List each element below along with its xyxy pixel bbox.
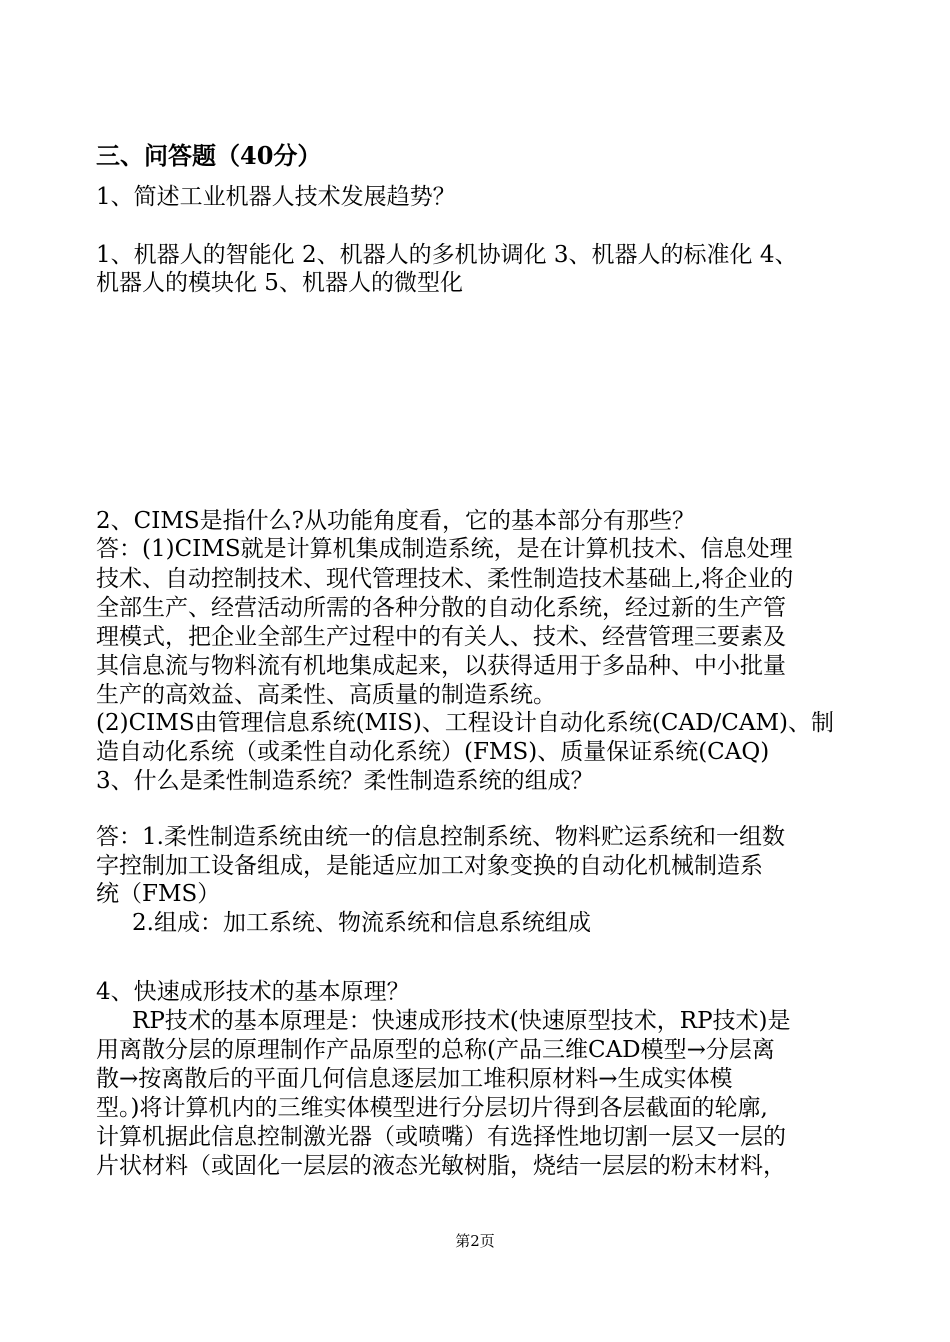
answer-4-line-2: 用离散分层的原理制作产品原型的总称(产品三维CAD模型→分层离 (96, 1037, 775, 1063)
answer-2-line-5: 其信息流与物料流有机地集成起来，以获得适用于多品种、中小批量 (96, 653, 786, 679)
answer-3-line-3: 统（FMS） (96, 881, 221, 907)
answer-2-line-8: 造自动化系统（或柔性自动化系统）(FMS)、质量保证系统(CAQ) (96, 739, 770, 765)
answer-2-line-3: 全部生产、经营活动所需的各种分散的自动化系统，经过新的生产管 (96, 595, 786, 621)
answer-3-line-2: 字控制加工设备组成，是能适应加工对象变换的自动化机械制造系 (96, 853, 763, 879)
answer-2-line-4: 理模式，把企业全部生产过程中的有关人、技术、经营管理三要素及 (96, 624, 786, 650)
answer-2-line-2: 技术、自动控制技术、现代管理技术、柔性制造技术基础上,将企业的 (96, 566, 794, 592)
answer-4-line-6: 片状材料（或固化一层层的液态光敏树脂，烧结一层层的粉末材料， (96, 1153, 786, 1179)
question-3: 3、什么是柔性制造系统？柔性制造系统的组成？ (96, 768, 594, 794)
answer-4-line-4: 型。)将计算机内的三维实体模型进行分层切片得到各层截面的轮廓, (96, 1095, 768, 1121)
answer-2-line-1: 答：(1)CIMS就是计算机集成制造系统，是在计算机技术、信息处理 (96, 536, 793, 562)
section-title: 三、问答题（40分） (96, 141, 322, 170)
answer-2-line-7: (2)CIMS由管理信息系统(MIS)、工程设计自动化系统(CAD/CAM)、制 (96, 710, 835, 736)
question-4: 4、快速成形技术的基本原理？ (96, 979, 410, 1005)
question-1: 1、简述工业机器人技术发展趋势？ (96, 184, 456, 210)
answer-4-line-5: 计算机据此信息控制激光器（或喷嘴）有选择性地切割一层又一层的 (96, 1124, 786, 1150)
answer-4-line-3: 散→按离散后的平面几何信息逐层加工堆积原材料→生成实体模 (96, 1066, 733, 1092)
answer-1-line-1: 1、机器人的智能化 2、机器人的多机协调化 3、机器人的标准化 4、 (96, 242, 798, 268)
page-number: 第2页 (455, 1232, 495, 1250)
answer-2-line-6: 生产的高效益、高柔性、高质量的制造系统。 (96, 682, 556, 708)
question-2: 2、CIMS是指什么?从功能角度看，它的基本部分有那些？ (96, 508, 695, 534)
answer-1-line-2: 机器人的模块化 5、机器人的微型化 (96, 270, 463, 296)
answer-3-line-4: 2.组成：加工系统、物流系统和信息系统组成 (132, 910, 591, 936)
answer-3-line-1: 答：1.柔性制造系统由统一的信息控制系统、物料贮运系统和一组数 (96, 824, 785, 850)
answer-4-line-1: RP技术的基本原理是：快速成形技术(快速原型技术，RP技术)是 (132, 1008, 791, 1034)
